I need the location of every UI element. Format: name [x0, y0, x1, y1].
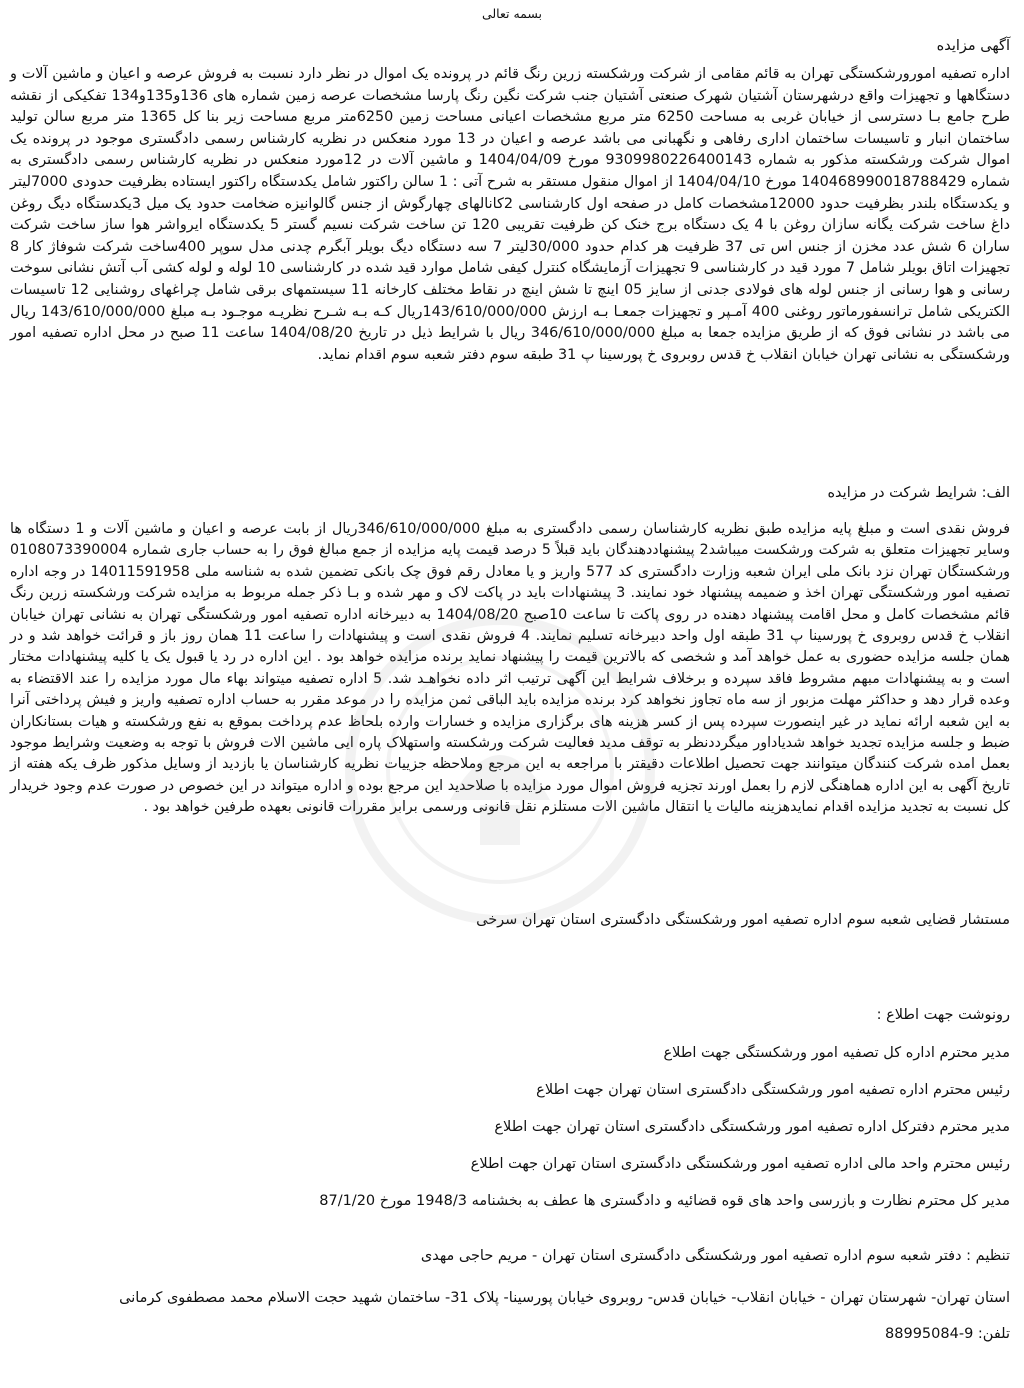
phone-line: تلفن: 9-88995084	[885, 1326, 1010, 1342]
cc-item: مدیر محترم اداره کل تصفیه امور ورشکستگی جهت اطلاع	[663, 1045, 1010, 1061]
cc-item: رئیس محترم واحد مالی اداره تصفیه امور ورشکستگی دادگستری استان تهران جهت اطلاع	[470, 1156, 1010, 1172]
notice-title: آگهی مزایده	[936, 38, 1010, 54]
cc-item: رئیس محترم اداره تصفیه امور ورشکستگی دادگستری استان تهران جهت اطلاع	[536, 1082, 1010, 1098]
basmala: بسمه تعالی	[481, 6, 543, 21]
organizer-line: تنظیم : دفتر شعبه سوم اداره تصفیه امور ورشکستگی دادگستری استان تهران - مریم حاجی مهدی	[420, 1248, 1010, 1264]
conditions-body: فروش نقدی است و مبلغ پایه مزایده طبق نظریه کارشناسان رسمی دادگستری به مبلغ 346/610/000/000ریال از بابت عرصه و اعیان و ماشین آلات و 1 دستگاه ها وسایر تجهیزات متعلق به شرکت ورشکست میباشد2 پیشنهاددهندگان باید قبلاً 5 درصد قیمت پایه مزایده از جمع مبالغ فوق را به حساب جاری شماره 0108073390004 ورشکستگان تهران نزد بانک ملی ایران شعبه وزارت دادگستری کد 577 واریز و یا معادل رقم فوق چک بانکی تضمین شده به شناسه ملی 14011591958 در وجه اداره تصفیه امور ورشکستگی تهران اخذ و ضمیمه پیشنهاد خود نمایند. 3 پیشنهادات باید در پاکت لاک و مهر شده و بـا ذکر جمله مربوط به مزایده شرکت ورشکسته زرین رنگ قائم مشخصات کامل و محل اقامت پیشنهاد دهنده در روی پاکت تا ساعت 10صبح 1404/08/20 به دبیرخانه اداره تصفیه امور ورشکستگی تهران به نشانی تهران خیابان انقلاب خ قدس روبروی خ پورسینا پ 31 طبقه اول واحد دبیرخانه تسلیم نمایند. 4 فروش نقدی است و پیشنهادات را ساعت 11 همان روز باز و قرائت خواهد شد و در همان جلسه مزایده حضوری به عمل خواهد آمد و شخصی که بالاترین قیمت را پیشنهاد نماید برنده مزایده خواهد بود . این اداره در رد یا قبول یک یا کلیه پیشنهادات مختار است و به پیشنهادات مبهم مشروط فاقد سپرده و برخلاف شرایط این آگهی ترتیب اثر داده نخواهـد شد. 5 اداره تصفیه میتواند بهاء مال مورد مزایده را عند الاقتضاء به وعده قرار دهد و حداکثر مهلت مزبور از سه ماه تجاوز نخواهد کرد برنده مزایده باید الباقی ثمن مزایده را در موعد مقرر به حساب اداره تصفیه واریز و فیش پرداختی آنرا به این شعبه ارائه نماید در غیر اینصورت سپرده پس از کسر هزینه های برگزاری مزایده و خسارات وارده بلحاظ عدم پرداخت بموقع به نفع ورشکسته و هیات بستانکاران ضبط و جلسه مزایده تجدید خواهد شدیاداور میگرددنظر به توقف مدید فعالیت شرکت ورشکسته واستهلاک پاره ایی ماشین الات فروش با توجه به وضعیت وشرایط موجود بعمل امده شرکت کنندگان میتوانند جهت تحصیل اطلاعات دقیقتر با مراجعه به این مرجع وملاحظه جزییات نظریه کارشناسان یا بازدید از وسایل مذکور ظرف یکه هفته از تاریخ آگهی به این اداره هماهنگی لازم را بعمل اورند تجزیه فروش اموال مورد مزایده با صلاحدید این مرجع بوده و اداره میتواند در این خصوص در صورت عدم وجود خریدار کل نسبت به تجدید مزایده اقدام نمایدهزینه مالیات یا انتقال ماشین الات مستلزم نقل قانونی ورسمی برابر مقررات قانونی بعهده طرفین خواهد بود .	[10, 521, 1011, 816]
conditions-title: الف: شرایط شرکت در مزایده	[827, 485, 1010, 501]
cc-title: رونوشت جهت اطلاع :	[876, 1007, 1010, 1023]
judicial-advisor: مستشار قضایی شعبه سوم اداره تصفیه امور ورشکستگی دادگستری استان تهران سرخی	[476, 912, 1010, 928]
cc-item: مدیر کل محترم نظارت و بازرسی واحد های قوه قضائیه و دادگستری ها عطف به بخشنامه 1948/3 مورخ 87/1/20	[319, 1193, 1010, 1209]
address-line: استان تهران- شهرستان تهران - خیابان انقلاب- خیابان قدس- روبروی خیابان پورسینا- پلاک 31- ساختمان شهید حجت الاسلام محمد مصطفوی کرمانی	[119, 1290, 1010, 1306]
cc-item: مدیر محترم دفترکل اداره تصفیه امور ورشکستگی دادگستری استان تهران جهت اطلاع	[494, 1119, 1010, 1135]
notice-body: اداره تصفیه امورورشکستگی تهران به قائم مقامی از شرکت ورشکسته زرین رنگ قائم در پرونده یک اموال در نظر دارد نسبت به فروش عرصه و اعیان و ماشین آلات و دستگاهها و تجهیزات واقع درشهرستان آشتیان شهرک صنعتی آشتیان جنب شرکت نگین رنگ پارسا مشخصات عرصه زمین شماره های 136و135و134 تفکیکی از نقشه طرح جامع بـا دسترسی از خیابان غربی به مساحت 6250 متر مربع مشخصات اعیانی مساحت زمین 6250متر مربع مساحت زیر بنا کل 1365 متر مربع سالن تولید ساختمان انبار و تاسیسات ساختمان اداری رفاهی و نگهبانی می باشد عرصه و اعیان در 13 مورد منعکس در نظریه کارشناس رسمی دادگستری موجود در پرونده یک اموال شرکت ورشکسته مذکور به شماره 9309980226400143 مورخ 1404/04/09 و ماشین آلات در 12مورد منعکس در نظریه کارشناس رسمی دادگستری به شماره 140468990018788429 مورخ 1404/04/10 از اموال منقول مستقر به شرح آتی : 1 سالن راکتور شامل یکدستگاه راکتور ایستاده بظرفیت حدودی 7000لیتر و یکدستگاه بلندر بظرفیت حدود 12000مشخصات کامل در صفحه اول کارشناسی 2کانالهای چهارگوش از جنس گالوانیزه ضخامت حدود یک میل 3یکدستگاه دیگ روغن داغ ساخت شرکت یگانه سازان روغن با 4 یک دستگاه برج خنک کن ظرفیت تقریبی 120 تن ساخت شرکت نسیم گستر 5 یکدستگاه ایرواشر هوا ساز ساخت شرکت ساران 6 شش عدد مخزن از جنس اس تی 37 ظرفیت هر کدام حدود 30/000لیتر 7 سه دستگاه دیگ بویلر آبگرم چدنی مدل سوپر 400ساخت شرکت شوفاژ کار 8 تجهیزات اتاق بویلر شامل 7 مورد قید در کارشناسی 9 تجهیزات آزمایشگاه کنترل کیفی شامل موارد قید شده در کارشناسی 10 لوله و لوله کشی آب آتش نشانی سوخت رسانی و هوا رسانی از جنس لوله های فولادی جدنی از سایز 05 اینچ تا شش اینچ در نقاط مختلف کارخانه 11 سیستمهای برقی شامل چراغهای روشنایی 12 تاسیسات الکتریکی شامل ترانسفورماتور روغنی 400 آمـپر و تجهیزات جمعـا بـه ارزش 143/610/000/000ریال کـه بـه شـرح نظریـه موجـود بـه مبلغ 143/610/000/000 ریال می باشد در نشانی فوق که از طریق مزایده جمعا به مبلغ 346/610/000/000 ریال با شرایط ذیل در تاریخ 1404/08/20 ساعت 11 صبح در محل اداره تصفیه امور ورشکستگی به نشانی تهران خیابان انقلاب خ قدس روبروی خ پورسینا پ 31 طبقه سوم دفتر شعبه سوم اقدام نماید.	[10, 66, 1011, 363]
